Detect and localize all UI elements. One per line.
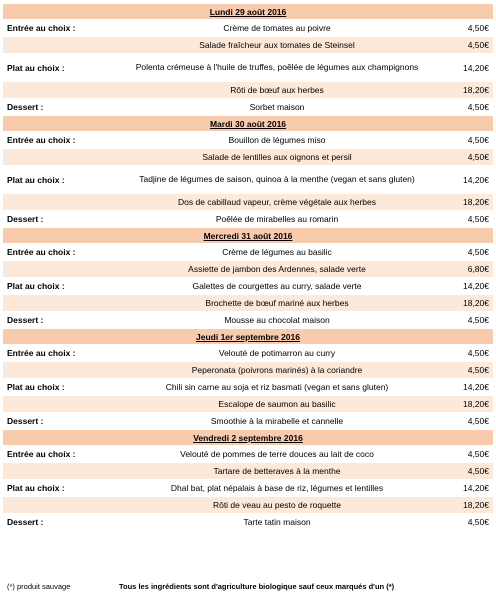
dish-name: Salade fraîcheur aux tomates de Steinsel [199, 39, 355, 50]
menu-row [3, 211, 493, 228]
dish-price: 18,20€ [463, 399, 489, 409]
course-label: Entrée au choix : [7, 135, 76, 145]
course-label: Plat au choix : [7, 174, 65, 185]
dish-name: Crème de légumes au basilic [222, 246, 332, 257]
menu-row [3, 166, 493, 194]
dish-price: 4,50€ [467, 214, 489, 224]
day-title: Lundi 29 août 2016 [209, 6, 287, 17]
day-header [3, 430, 493, 446]
menu-row [3, 37, 493, 54]
menu-row [3, 362, 493, 379]
dish-price: 4,50€ [467, 135, 489, 145]
course-label: Entrée au choix : [7, 449, 76, 459]
menu-row [3, 396, 493, 413]
footer-organic-note: Tous les ingrédients sont d'agriculture biologique sauf ceux marqués d'un (*) [119, 582, 395, 591]
course-label: Dessert : [7, 416, 44, 426]
dish-name: Salade de lentilles aux oignons et persil [202, 151, 352, 162]
dish-name: Tartare de betteraves à la menthe [213, 465, 341, 476]
menu-row [3, 82, 493, 99]
day-title: Vendredi 2 septembre 2016 [193, 432, 303, 443]
course-label: Entrée au choix : [7, 247, 76, 257]
menu-row [3, 480, 493, 497]
menu-row [3, 379, 493, 396]
dish-name: Smoothie à la mirabelle et cannelle [210, 415, 344, 426]
dish-price: 4,50€ [467, 315, 489, 325]
dish-price: 4,50€ [467, 247, 489, 257]
dish-name: Velouté de pommes de terre douces au lait de coco [180, 448, 374, 459]
dish-name: Tadjine de légumes de saison, quinoa à la menthe (vegan et sans gluten) [139, 174, 415, 184]
dish-price: 18,20€ [463, 85, 489, 95]
dish-price: 18,20€ [463, 298, 489, 308]
dish-price: 14,20€ [463, 382, 489, 392]
menu-row [3, 278, 493, 295]
dish-price: 14,20€ [463, 483, 489, 493]
dish-name: Chili sin carne au soja et riz basmati (vegan et sans gluten) [165, 381, 389, 392]
day-title: Mardi 30 août 2016 [209, 118, 287, 129]
dish-name: Polenta crémeuse à l'huile de truffes, poêlée de légumes aux champignons [135, 62, 419, 72]
day-header [3, 116, 493, 132]
dish-name: Mousse au chocolat maison [224, 314, 330, 325]
footer-wild-product-note: (*) produit sauvage [7, 582, 71, 591]
dish-price: 4,50€ [467, 348, 489, 358]
dish-name: Dhal bat, plat népalais à base de riz, légumes et lentilles [170, 482, 384, 493]
dish-price: 6,80€ [467, 264, 489, 274]
menu-row [3, 194, 493, 211]
menu-row [3, 54, 493, 82]
menu-row [3, 497, 493, 514]
dish-price: 4,50€ [467, 517, 489, 527]
dish-price: 4,50€ [467, 102, 489, 112]
dish-price: 4,50€ [467, 416, 489, 426]
menu-row [3, 149, 493, 166]
dish-price: 14,20€ [463, 174, 489, 185]
dish-price: 4,50€ [467, 466, 489, 476]
day-header [3, 228, 493, 244]
dish-price: 14,20€ [463, 62, 489, 73]
course-label: Entrée au choix : [7, 23, 76, 33]
menu-row [3, 514, 493, 531]
dish-name: Peperonata (poivrons marinés) à la coriandre [191, 364, 363, 375]
dish-price: 4,50€ [467, 152, 489, 162]
dish-price: 18,20€ [463, 500, 489, 510]
menu-row [3, 413, 493, 430]
day-header [3, 4, 493, 20]
course-label: Dessert : [7, 315, 44, 325]
dish-name: Assiette de jambon des Ardennes, salade verte [188, 263, 366, 274]
dish-name: Dos de cabillaud vapeur, crème végétale aux herbes [178, 196, 376, 207]
day-header [3, 329, 493, 345]
menu-row [3, 463, 493, 480]
course-label: Plat au choix : [7, 62, 65, 73]
day-title: Mercredi 31 août 2016 [203, 230, 293, 241]
dish-price: 4,50€ [467, 23, 489, 33]
menu-row [3, 446, 493, 463]
menu-row [3, 20, 493, 37]
course-label: Plat au choix : [7, 281, 65, 291]
dish-name: Bouillon de légumes miso [228, 134, 326, 145]
dish-name: Galettes de courgettes au curry, salade verte [192, 280, 362, 291]
dish-price: 4,50€ [467, 40, 489, 50]
day-title: Jeudi 1er septembre 2016 [196, 331, 300, 342]
menu-row [3, 244, 493, 261]
dish-name: Rôti de veau au pesto de roquette [212, 499, 342, 510]
dish-name: Crème de tomates au poivre [223, 22, 331, 33]
dish-price: 14,20€ [463, 281, 489, 291]
course-label: Dessert : [7, 214, 44, 224]
dish-name: Escalope de saumon au basilic [218, 398, 336, 409]
dish-name: Brochette de bœuf mariné aux herbes [205, 297, 349, 308]
dish-price: 18,20€ [463, 197, 489, 207]
course-label: Entrée au choix : [7, 348, 76, 358]
course-label: Plat au choix : [7, 382, 65, 392]
menu-row [3, 261, 493, 278]
dish-name: Rôti de bœuf aux herbes [230, 84, 324, 95]
menu-row [3, 312, 493, 329]
menu-row [3, 345, 493, 362]
footer-note [3, 582, 493, 591]
course-label: Plat au choix : [7, 483, 65, 493]
dish-name: Velouté de potimarron au curry [218, 347, 336, 358]
menu-table [3, 4, 493, 531]
menu-row [3, 99, 493, 116]
dish-name: Sorbet maison [249, 101, 305, 112]
dish-price: 4,50€ [467, 365, 489, 375]
dish-name: Poêlée de mirabelles au romarin [215, 213, 339, 224]
dish-price: 4,50€ [467, 449, 489, 459]
course-label: Dessert : [7, 102, 44, 112]
course-label: Dessert : [7, 517, 44, 527]
menu-row [3, 132, 493, 149]
dish-name: Tarte tatin maison [243, 516, 311, 527]
menu-row [3, 295, 493, 312]
